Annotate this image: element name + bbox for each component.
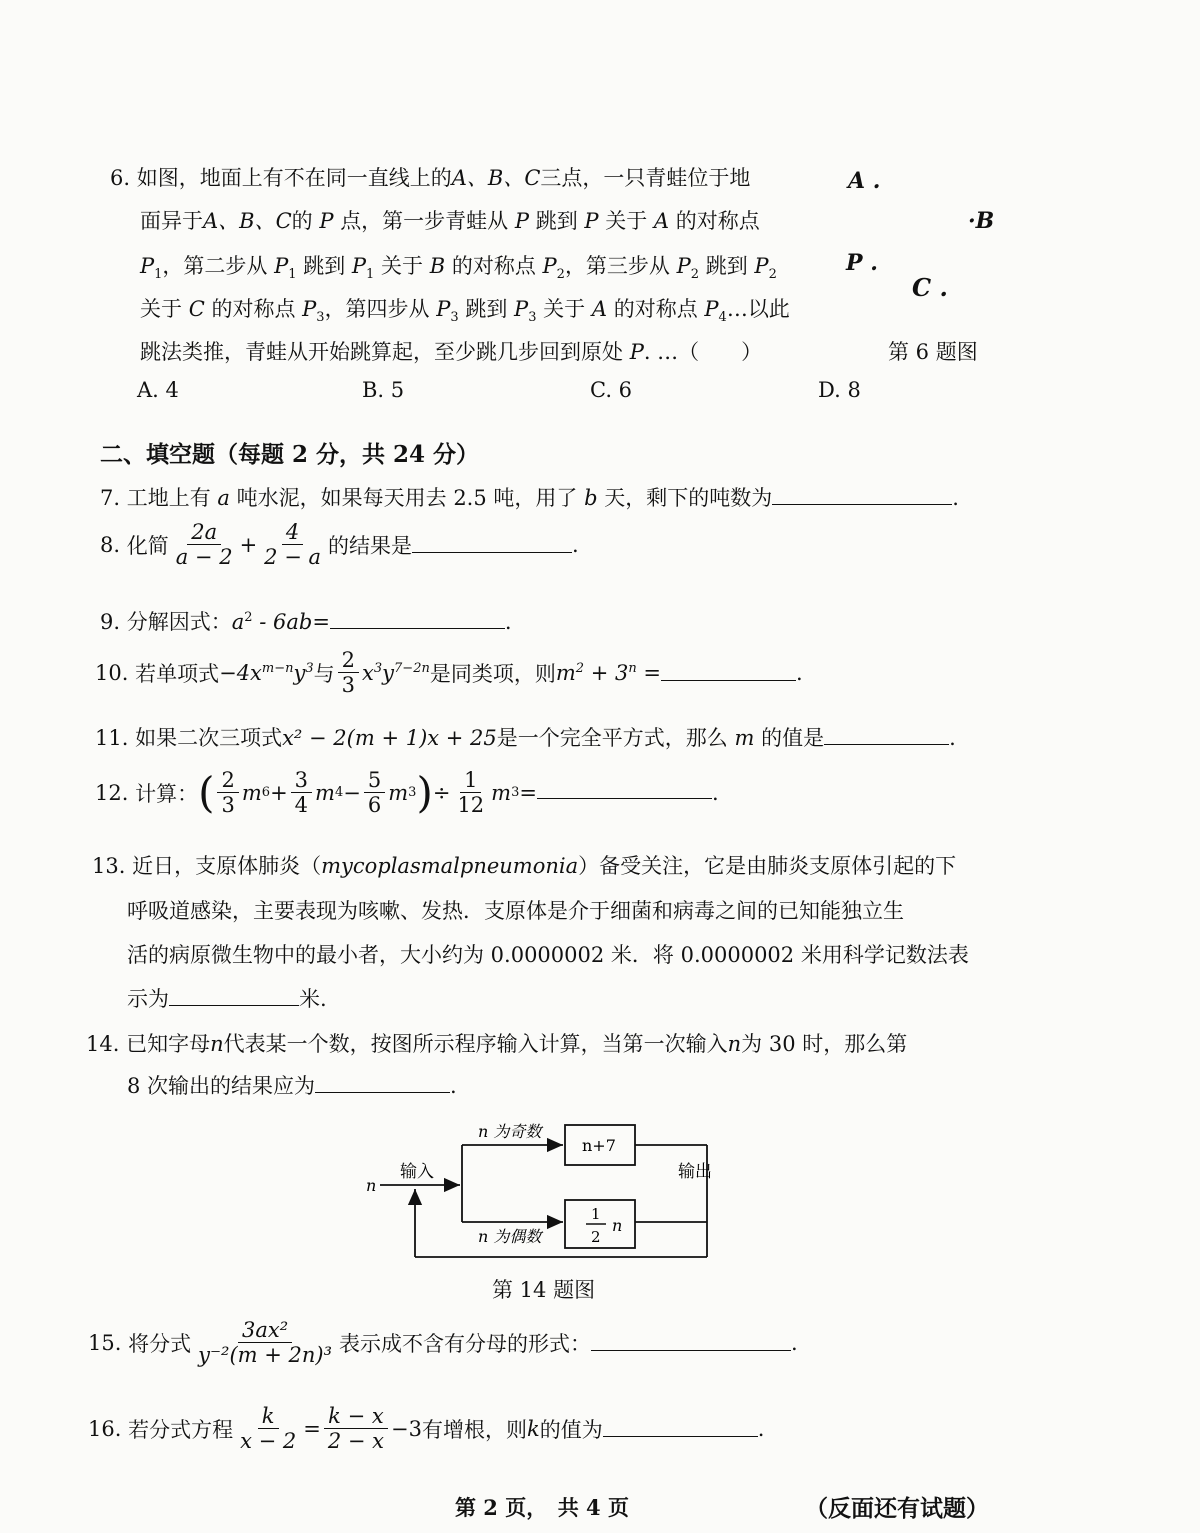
text: y <box>293 660 306 685</box>
text: n <box>210 1032 224 1056</box>
text: 分解因式： <box>126 610 232 634</box>
q15 <box>88 1318 798 1367</box>
text: 的结果是 <box>328 533 412 558</box>
text: k <box>526 1416 540 1441</box>
q16 <box>88 1404 764 1453</box>
q10 <box>95 648 803 697</box>
text: m <box>555 660 576 685</box>
question-number: 15. <box>88 1330 122 1355</box>
text: . …（ ） <box>643 340 763 364</box>
subscript: 2 <box>768 267 777 283</box>
text: ，第二步从 <box>162 254 268 278</box>
text: mycoplasmalpneumonia <box>321 854 579 878</box>
question-number: 9. <box>100 610 121 634</box>
text: - 6ab= <box>252 610 330 634</box>
denominator: 3 <box>341 673 356 698</box>
subscript: 1 <box>366 267 375 283</box>
q6-line5 <box>140 336 762 366</box>
answer-blank <box>537 782 712 799</box>
q13-line4 <box>127 983 327 1013</box>
q12 <box>95 768 719 817</box>
q8 <box>100 520 579 569</box>
fraction <box>260 520 325 569</box>
figure-point-c: C . <box>912 273 948 302</box>
figure-point-b: ·B <box>968 208 995 234</box>
flow-n-label: n <box>366 1176 377 1195</box>
text: 与 <box>313 661 335 686</box>
text: 跳到 <box>303 254 346 278</box>
text: ，第四步从 <box>324 297 430 321</box>
answer-blank <box>591 1334 791 1351</box>
fraction <box>324 1404 388 1453</box>
q11 <box>95 722 956 752</box>
q9 <box>100 606 512 636</box>
numerator: 2a <box>187 520 221 545</box>
option-d: D. 8 <box>818 378 861 402</box>
text: P <box>514 209 530 233</box>
text: 的对称点 <box>211 297 296 321</box>
figure-point-a: A . <box>848 168 881 194</box>
denominator: x − 2 <box>240 1429 297 1454</box>
paren: ( <box>198 768 215 818</box>
superscript: 3 <box>511 785 520 801</box>
denominator: a − 2 <box>175 545 233 570</box>
numerator: 3 <box>291 768 312 793</box>
text: P <box>542 254 557 278</box>
q14-line1 <box>86 1028 907 1058</box>
text: 吨水泥，如果每天用去 2.5 吨，用了 <box>236 486 578 510</box>
answer-blank <box>330 612 505 629</box>
text: P <box>514 297 529 321</box>
text: 跳到 <box>535 209 578 233</box>
text: 的值为 <box>539 1417 603 1442</box>
fraction <box>338 648 359 697</box>
answer-blank <box>169 989 299 1006</box>
text: + <box>239 532 258 557</box>
denominator: 2 − a <box>264 545 321 570</box>
q13-line1 <box>92 850 956 880</box>
answer-blank <box>603 1420 758 1437</box>
flow-even-label: n 为偶数 <box>478 1227 542 1246</box>
numerator: 2 <box>217 768 238 793</box>
q7 <box>100 482 959 512</box>
text: n <box>727 1032 742 1056</box>
flow-odd-label: n 为奇数 <box>478 1122 542 1141</box>
text: 近日，支原体肺炎（ <box>132 854 322 878</box>
text: 为 30 时，那么第 <box>741 1032 908 1056</box>
text: = <box>519 780 537 805</box>
denominator: 3 <box>221 793 235 818</box>
question-number: 6. <box>110 166 131 190</box>
text: A、B、C <box>203 209 292 233</box>
text: 8 次输出的结果应为 <box>127 1074 316 1098</box>
question-number: 10. <box>95 660 129 685</box>
answer-blank <box>315 1076 450 1093</box>
flow-input-label: 输入 <box>400 1162 434 1182</box>
text: 天，剩下的吨数为 <box>604 486 773 510</box>
text: a <box>217 486 230 510</box>
numerator: 2 <box>338 648 359 673</box>
superscript: 2 <box>244 610 253 625</box>
text: − <box>343 780 361 805</box>
superscript: n <box>628 660 637 676</box>
text: C <box>188 297 205 321</box>
fraction <box>172 520 237 569</box>
question-number: 7. <box>100 486 121 510</box>
text: 关于 <box>140 297 182 321</box>
flow-even-den: 2 <box>591 1228 601 1246</box>
question-number: 11. <box>95 726 129 750</box>
fraction <box>217 768 238 817</box>
answer-blank <box>661 664 796 681</box>
answer-blank <box>824 728 949 745</box>
text: P <box>140 254 155 278</box>
text: 有增根，则 <box>421 1417 527 1442</box>
text: 工地上有 <box>126 486 211 510</box>
text: 面异于 <box>140 209 203 233</box>
text: P <box>704 297 719 321</box>
text: 已知字母 <box>126 1032 211 1056</box>
section-title: 二、填空题（每题 2 分，共 24 分） <box>100 441 480 468</box>
text: P <box>351 254 367 278</box>
text: P <box>274 254 289 278</box>
text: 将分式 <box>128 1331 192 1356</box>
figure-point-p: P . <box>846 250 878 276</box>
q6-line3 <box>140 250 777 282</box>
text: 关于 <box>543 297 586 321</box>
text: 三点，一只青蛙位于地 <box>540 166 751 190</box>
fraction <box>364 768 385 817</box>
text: 跳法类推，青蛙从开始跳算起，至少跳几步回到原处 <box>140 340 623 364</box>
question-number: 8. <box>100 532 121 557</box>
subscript: 3 <box>528 310 537 326</box>
text: 如果二次三项式 <box>135 726 283 750</box>
figure-caption: 第 6 题图 <box>888 340 978 364</box>
subscript: 1 <box>154 267 163 283</box>
flow-even-num: 1 <box>591 1205 601 1223</box>
text: . <box>796 660 803 685</box>
text: m <box>388 780 409 805</box>
text: . <box>450 1074 457 1098</box>
text: 若单项式 <box>135 661 220 686</box>
paren: ) <box>416 768 433 818</box>
option-b: B. 5 <box>362 378 405 402</box>
denominator: 12 <box>457 793 485 818</box>
superscript: 6 <box>261 785 271 801</box>
text: . <box>949 726 956 750</box>
text: a <box>231 610 245 634</box>
numerator: k − x <box>324 1404 388 1429</box>
text: 的 <box>291 209 313 233</box>
text: 的值是 <box>761 726 825 750</box>
text: A、B、C <box>451 166 541 190</box>
superscript: 2 <box>575 660 585 676</box>
subscript: 2 <box>690 267 700 283</box>
text: 若分式方程 <box>128 1417 234 1442</box>
fraction <box>194 1318 336 1367</box>
text: …以此 <box>726 297 790 321</box>
text: P <box>584 209 599 233</box>
text: 关于 <box>381 254 424 278</box>
q13-line3: 活的病原微生物中的最小者，大小约为 0.0000002 米．将 0.0000002 米用科学记数法表 <box>127 943 969 967</box>
text: . <box>572 532 579 557</box>
text: = <box>636 660 662 685</box>
text: 跳到 <box>705 254 748 278</box>
fraction <box>236 1404 300 1453</box>
text: 米. <box>299 987 327 1011</box>
answer-blank <box>772 488 952 505</box>
text: −3 <box>391 1416 422 1441</box>
denominator: 4 <box>294 793 309 818</box>
q13-line2: 呼吸道感染，主要表现为咳嗽、发热．支原体是介于细菌和病毒之间的已知能独立生 <box>127 899 904 923</box>
figure-caption: 第 14 题图 <box>492 1278 596 1302</box>
text: −4x <box>219 660 262 685</box>
q6-line2 <box>140 205 760 235</box>
superscript: 7−2n <box>394 660 430 676</box>
text: P <box>319 209 334 233</box>
fraction <box>291 768 312 817</box>
subscript: 3 <box>450 310 459 326</box>
option-c: C. 6 <box>590 378 633 402</box>
subscript: 4 <box>718 310 727 326</box>
text: P <box>676 254 691 278</box>
page-number: 第 2 页， 共 4 页 <box>455 1495 629 1520</box>
q6-line4 <box>140 293 790 325</box>
superscript: 3 <box>305 660 314 676</box>
text: m <box>315 780 335 805</box>
denominator: 2 − x <box>327 1429 385 1454</box>
text: + <box>270 780 288 805</box>
flow-even-n: n <box>612 1216 623 1235</box>
superscript: m−n <box>261 660 294 676</box>
footer-note: （反面还有试题） <box>805 1495 989 1522</box>
subscript: 3 <box>316 310 325 326</box>
text: P <box>754 254 769 278</box>
fraction <box>453 768 488 817</box>
text: . <box>711 780 719 805</box>
question-number: 13. <box>92 854 126 878</box>
text: 跳到 <box>465 297 508 321</box>
superscript: 3 <box>408 785 417 801</box>
text: y <box>382 660 395 685</box>
denominator: y⁻²(m + 2n)³ <box>198 1343 333 1368</box>
text: . <box>791 1330 798 1355</box>
text: ，第三步从 <box>564 254 670 278</box>
q6-line1 <box>110 162 750 192</box>
text: 表示成不含有分母的形式： <box>339 1331 592 1356</box>
text: 的对称点 <box>675 209 760 233</box>
text: x <box>362 660 374 685</box>
text: . <box>757 1416 765 1441</box>
flowchart <box>360 1115 740 1270</box>
text: ）备受关注，它是由肺炎支原体引起的下 <box>578 854 957 878</box>
text: 计算： <box>135 781 199 806</box>
text: x² − 2(m + 1)x + 25 <box>282 726 497 750</box>
text: . <box>504 610 512 634</box>
text: P <box>629 340 644 364</box>
text: m <box>491 780 512 805</box>
numerator: 5 <box>364 768 385 793</box>
option-a: A. 4 <box>137 378 179 402</box>
numerator: 4 <box>282 520 303 545</box>
flow-output-label: 输出 <box>678 1162 712 1182</box>
text: 代表某一个数，按图所示程序输入计算，当第一次输入 <box>223 1032 728 1056</box>
text: 的对称点 <box>451 254 536 278</box>
text: m <box>734 726 755 750</box>
text: . <box>952 486 959 510</box>
question-number: 16. <box>88 1416 122 1441</box>
text: b <box>584 486 598 510</box>
text: 关于 <box>605 209 648 233</box>
text: 是一个完全平方式，那么 <box>496 726 728 750</box>
subscript: 1 <box>288 267 297 283</box>
q14-line2 <box>127 1070 457 1100</box>
text: 化简 <box>126 533 169 558</box>
text: 示为 <box>127 987 169 1011</box>
denominator: 6 <box>367 793 382 818</box>
text: + 3 <box>584 660 629 685</box>
superscript: 3 <box>373 660 383 676</box>
answer-blank <box>412 536 572 553</box>
text: P <box>436 297 451 321</box>
text: 如图，地面上有不在同一直线上的 <box>136 166 452 190</box>
text: 是同类项，则 <box>429 661 556 686</box>
text: 的对称点 <box>613 297 698 321</box>
text: P <box>302 297 317 321</box>
text: A <box>591 297 608 321</box>
question-number: 12. <box>95 780 129 805</box>
text: m <box>241 780 262 805</box>
text: A <box>653 209 670 233</box>
text: ÷ <box>432 780 451 805</box>
numerator: 3ax² <box>238 1318 292 1343</box>
question-number: 14. <box>86 1032 120 1056</box>
subscript: 2 <box>556 267 565 283</box>
flow-odd-box: n+7 <box>582 1136 616 1155</box>
numerator: k <box>258 1404 279 1429</box>
text: B <box>429 254 446 278</box>
text: 点，第一步青蛙从 <box>340 209 509 233</box>
superscript: 4 <box>334 785 344 801</box>
text: = <box>303 1416 321 1441</box>
numerator: 1 <box>460 768 481 793</box>
